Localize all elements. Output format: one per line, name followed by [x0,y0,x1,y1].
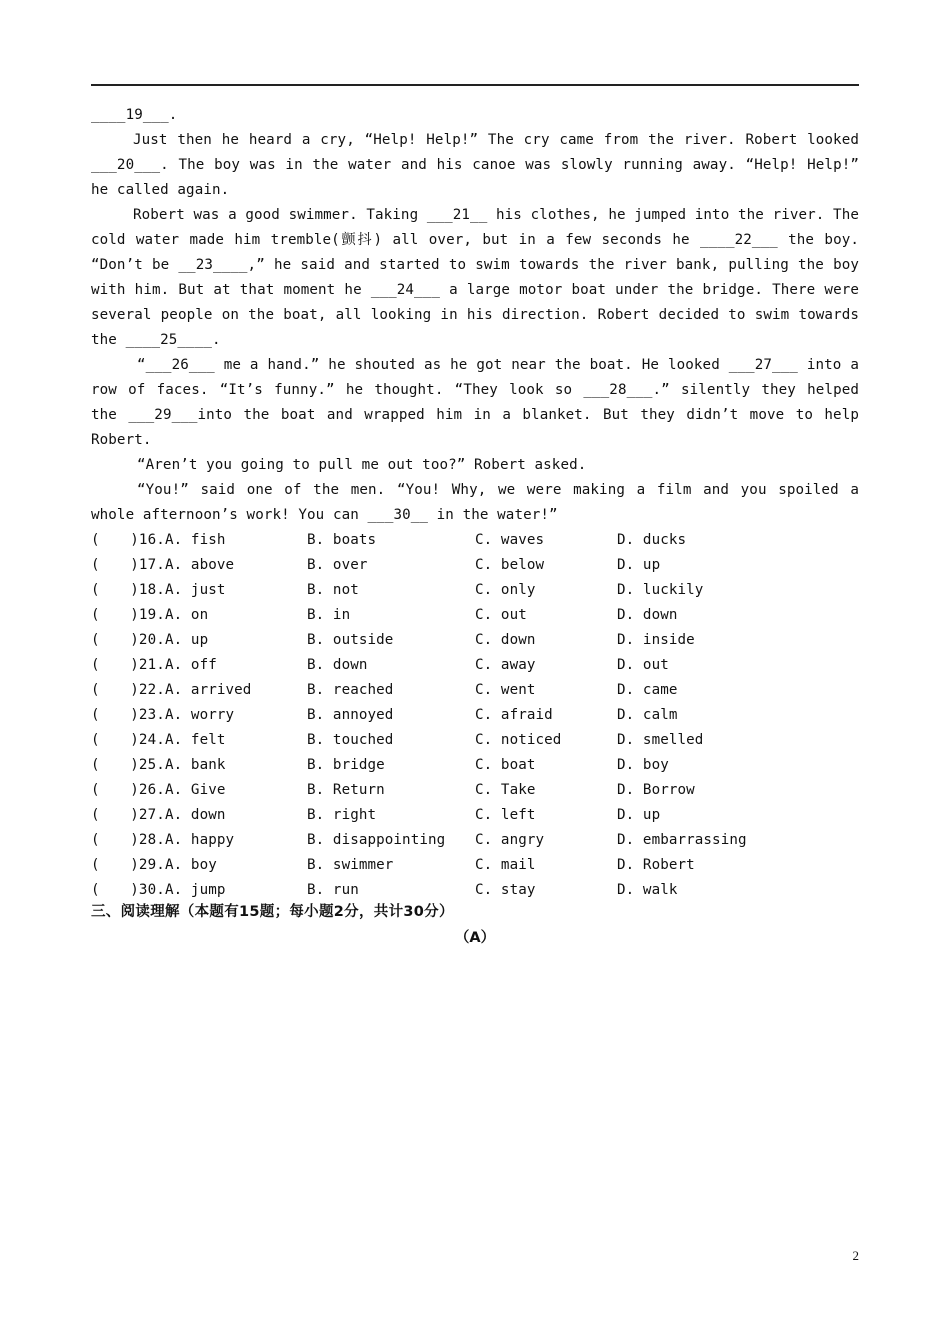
question-row [91,653,859,678]
option-b: B. swimmer [307,857,394,873]
question-number: )26. [113,782,165,798]
option-d: D. Borrow [617,782,695,798]
option-b: B. reached [307,682,394,698]
answer-paren: ( [91,732,100,748]
option-d: D. came [617,682,678,698]
option-b: B. boats [307,532,377,548]
answer-paren: ( [91,557,100,573]
option-b: B. outside [307,632,394,648]
answer-paren: ( [91,532,100,548]
answer-paren: ( [91,632,100,648]
option-c: C. Take [475,782,536,798]
option-c: C. out [475,607,527,623]
option-a: A. off [165,657,217,673]
option-c: C. left [475,807,536,823]
option-a: A. arrived [165,682,252,698]
option-b: B. over [307,557,368,573]
question-row [91,703,859,728]
option-d: D. up [617,557,661,573]
option-c: C. boat [475,757,536,773]
question-row [91,828,859,853]
option-b: B. not [307,582,359,598]
question-number: )27. [113,807,165,823]
question-row [91,528,859,553]
option-a: A. felt [165,732,226,748]
option-d: D. up [617,807,661,823]
question-number: )18. [113,582,165,598]
answer-paren: ( [91,582,100,598]
passage-paragraph-2: Robert was a good swimmer. Taking ___21__ his clothes, he jumped into the river. The cold water made him tremble(颤抖) all over, but in a few seconds he ____22___ the boy. “Don’t be __23____,” he said and started to swim towards the river bank, pulling the boy with him. But at that moment he ___24___ a large motor boat under the bridge. There were several people on the boat, all looking in his direction. Robert decided to swim towards the ____25____. [91,207,859,348]
option-d: D. down [617,607,678,623]
option-d: D. calm [617,707,678,723]
option-d: D. out [617,657,669,673]
question-number: )25. [113,757,165,773]
answer-paren: ( [91,657,100,673]
question-row [91,553,859,578]
option-b: B. disappointing [307,832,446,848]
option-a: A. up [165,632,209,648]
option-a: A. worry [165,707,235,723]
option-d: D. smelled [617,732,704,748]
passage-paragraph-1: Just then he heard a cry, “Help! Help!” The cry came from the river. Robert looked ___20___. The boy was in the water and his canoe was slowly running away. “Help! Help!” he called again. [91,132,859,198]
question-number: )29. [113,857,165,873]
question-row [91,803,859,828]
option-b: B. right [307,807,377,823]
option-a: A. just [165,582,226,598]
question-number: )24. [113,732,165,748]
answer-paren: ( [91,857,100,873]
cloze-passage [91,103,859,903]
answer-paren: ( [91,682,100,698]
option-a: A. above [165,557,235,573]
question-number: )19. [113,607,165,623]
option-d: D. ducks [617,532,687,548]
passage-line-top: ____19___. [91,107,178,123]
option-b: B. annoyed [307,707,394,723]
question-row [91,603,859,628]
option-c: C. noticed [475,732,562,748]
option-c: C. only [475,582,536,598]
option-a: A. happy [165,832,235,848]
answer-paren: ( [91,707,100,723]
answer-paren: ( [91,782,100,798]
answer-paren: ( [91,832,100,848]
question-row [91,753,859,778]
option-b: B. in [307,607,351,623]
question-number: )21. [113,657,165,673]
option-a: A. down [165,807,226,823]
option-b: B. Return [307,782,385,798]
question-number: )28. [113,832,165,848]
question-number: )22. [113,682,165,698]
option-c: C. angry [475,832,545,848]
question-row [91,728,859,753]
question-row [91,678,859,703]
passage-paragraph-5: “You!” said one of the men. “You! Why, we were making a film and you spoiled a whole afternoon’s work! You can ___30__ in the water!” [91,482,859,523]
option-c: C. afraid [475,707,553,723]
options-list [91,528,859,903]
question-number: )16. [113,532,165,548]
page-number: 2 [852,1248,859,1263]
question-number: )30. [113,882,165,898]
question-number: )23. [113,707,165,723]
answer-paren: ( [91,882,100,898]
section-subtitle: （A） [454,930,496,946]
option-c: C. stay [475,882,536,898]
option-d: D. luckily [617,582,704,598]
option-c: C. waves [475,532,545,548]
answer-paren: ( [91,757,100,773]
question-row [91,578,859,603]
option-c: C. below [475,557,545,573]
option-a: A. Give [165,782,226,798]
passage-paragraph-3: “___26___ me a hand.” he shouted as he got near the boat. He looked ___27___ into a row of faces. “It’s funny.” he thought. “They look so ___28___.” silently they helped the ___29___into the boat and wrapped him in a blanket. But they didn’t move to help Robert. [91,357,859,448]
passage-paragraph-4: “Aren’t you going to pull me out too?” Robert asked. [137,457,587,473]
option-d: D. walk [617,882,678,898]
option-a: A. boy [165,857,217,873]
option-c: C. mail [475,857,536,873]
option-b: B. bridge [307,757,385,773]
option-b: B. run [307,882,359,898]
option-d: D. inside [617,632,695,648]
option-d: D. boy [617,757,669,773]
header-rule [91,84,859,86]
question-number: )17. [113,557,165,573]
option-d: D. embarrassing [617,832,747,848]
option-c: C. away [475,657,536,673]
section-title: 三、阅读理解（本题有15题；每小题2分，共计30分） [91,904,454,920]
option-a: A. jump [165,882,226,898]
answer-paren: ( [91,807,100,823]
question-row [91,628,859,653]
option-a: A. fish [165,532,226,548]
option-d: D. Robert [617,857,695,873]
option-a: A. on [165,607,209,623]
option-a: A. bank [165,757,226,773]
option-b: B. down [307,657,368,673]
option-b: B. touched [307,732,394,748]
question-row [91,853,859,878]
option-c: C. went [475,682,536,698]
question-row [91,778,859,803]
question-number: )20. [113,632,165,648]
answer-paren: ( [91,607,100,623]
option-c: C. down [475,632,536,648]
